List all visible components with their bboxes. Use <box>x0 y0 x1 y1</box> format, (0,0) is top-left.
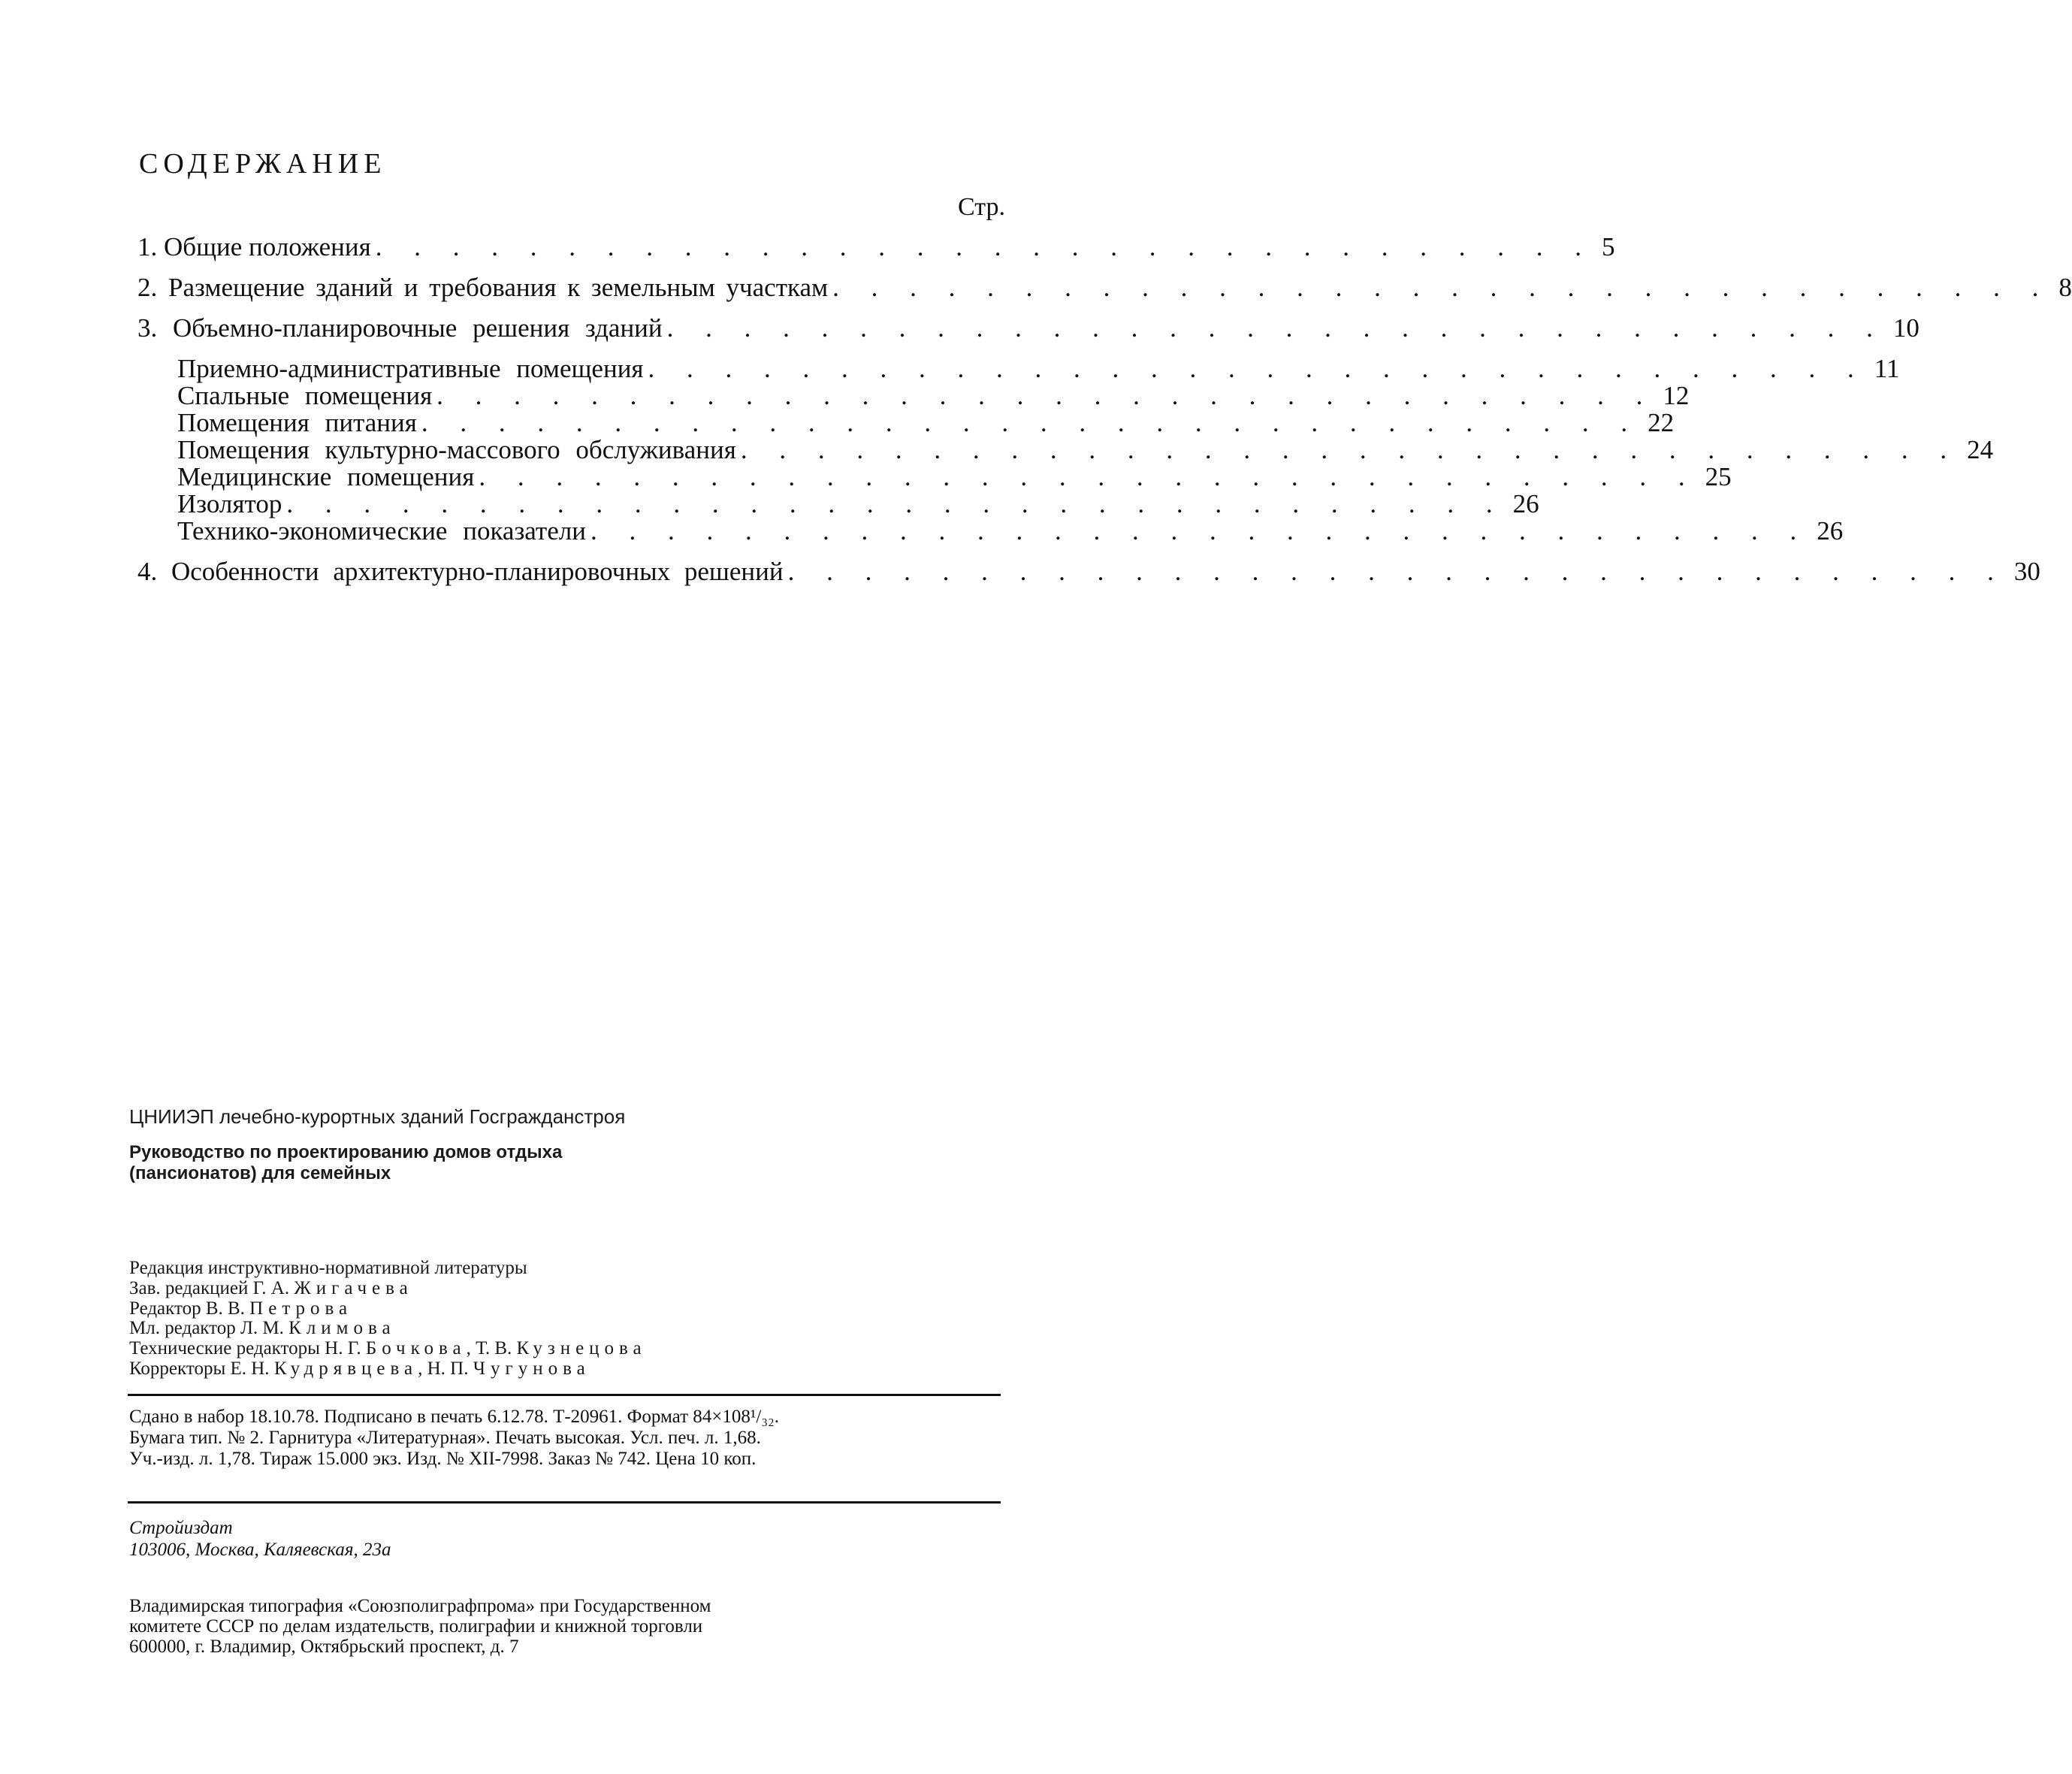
leader-dots: . . . . . . . . . . . . . . . . . . . . . . . . . . . . . . . . <box>421 408 1641 437</box>
book-title-line: Руководство по проектированию домов отдыха <box>129 1142 563 1162</box>
toc-entry-page: 26 <box>1817 516 1844 545</box>
leader-dots: . . . . . . . . . . . . . . . . . . . . . . . . . . . . . . . . <box>787 557 2007 586</box>
toc-entry-page: 10 <box>1892 313 1919 343</box>
credit-editor <box>129 1299 647 1319</box>
toc-title: СОДЕРЖАНИЕ <box>139 148 387 180</box>
credit-role: Корректоры Е. Н. <box>129 1358 270 1379</box>
credit-person: Жигачева <box>294 1277 413 1298</box>
leader-dots: . . . . . . . . . . . . . . . . . . . . . . . . . . . . . . . . <box>590 516 1810 545</box>
toc-entry-page: 25 <box>1705 462 1732 491</box>
toc-entry-label: 3. Объемно-планировочные решения зданий <box>137 313 663 343</box>
leader-dots: . . . . . . . . . . . . . . . . . . . . . . . . . . . . . . . . <box>740 435 1960 464</box>
credit-person: Кузнецова <box>516 1338 647 1358</box>
credit-role: Зав. редакцией Г. А. <box>129 1277 290 1298</box>
toc-subentry[interactable] <box>177 516 1844 545</box>
toc-entry-label: Технико-экономические показатели <box>177 516 586 545</box>
toc-entry-page: 8 <box>2058 273 2072 302</box>
book-title-line: (пансионатов) для семейных <box>129 1162 391 1183</box>
editorial-office: Редакция инструктивно-нормативной литературы <box>129 1258 527 1278</box>
publisher-address: 103006, Москва, Каляевская, 23а <box>129 1539 391 1560</box>
credit-person: Петрова <box>249 1298 353 1319</box>
toc-entry-page: 26 <box>1512 489 1539 518</box>
toc-entry-page: 24 <box>1967 435 1994 464</box>
organization: ЦНИИЭП лечебно-курортных зданий Госгражданстроя <box>129 1105 626 1128</box>
toc-entry-page: 5 <box>1601 232 1615 261</box>
leader-dots: . . . . . . . . . . . . . . . . . . . . . . . . . . . . . . . . <box>666 313 1886 343</box>
printer-line: Владимирская типография «Союзполиграфпрома» при Государственном <box>129 1596 711 1616</box>
credit-proofreaders <box>129 1359 647 1380</box>
credit-role: Мл. редактор Л. М. <box>129 1318 284 1339</box>
publisher <box>129 1518 391 1561</box>
toc-subentry[interactable] <box>177 354 1900 383</box>
publication-info <box>129 1407 779 1470</box>
publication-line: Бумага тип. № 2. Гарнитура «Литературная». Печать высокая. Усл. печ. л. 1,68. <box>129 1428 761 1448</box>
toc-subentry[interactable] <box>177 408 1675 437</box>
credit-head-editor <box>129 1279 647 1299</box>
toc-entry-label: Приемно-административные помещения <box>177 354 644 383</box>
credit-person: Чугунова <box>473 1358 590 1379</box>
toc-entry-label: Помещения питания <box>177 408 417 437</box>
leader-dots: . . . . . . . . . . . . . . . . . . . . . . . . . . . . . . . . <box>286 489 1506 518</box>
credit-role: Технические редакторы Н. Г. <box>129 1338 361 1358</box>
toc-entry[interactable] <box>137 557 2040 586</box>
leader-dots: . . . . . . . . . . . . . . . . . . . . . . . . . . . . . . . . <box>479 462 1698 491</box>
toc-entry-label: 4. Особенности архитектурно-планировочных решений <box>137 557 784 586</box>
toc-subentry[interactable] <box>177 381 1690 410</box>
publication-line: Уч.-изд. л. 1,78. Тираж 15.000 экз. Изд. № XII-7998. Заказ № 742. Цена 10 коп. <box>129 1449 757 1469</box>
credit-role: Редактор В. В. <box>129 1298 245 1319</box>
toc-entry[interactable] <box>137 232 1615 261</box>
leader-dots: . . . . . . . . . . . . . . . . . . . . . . . . . . . . . . . . <box>832 273 2052 302</box>
credit-person: Бочкова <box>365 1338 467 1358</box>
credit-tech-editors <box>129 1339 647 1359</box>
printer-line: 600000, г. Владимир, Октябрьский проспект, д. 7 <box>129 1636 519 1657</box>
publisher-name: Стройиздат <box>129 1518 233 1538</box>
credit-person: Кудрявцева <box>273 1358 418 1379</box>
toc-subentry[interactable] <box>177 435 1994 464</box>
credits-block <box>129 1259 647 1380</box>
credit-separator: , Н. П. <box>418 1358 469 1379</box>
toc-entry-label: Медицинские помещения <box>177 462 475 491</box>
credit-junior-editor <box>129 1319 647 1339</box>
toc-entry[interactable] <box>137 273 2072 302</box>
printer-line: комитете СССР по делам издательств, полиграфии и книжной торговли <box>129 1615 703 1636</box>
toc-entry-label: Спальные помещения <box>177 381 433 410</box>
toc-entry[interactable] <box>137 313 1919 343</box>
toc-entry-page: 22 <box>1648 408 1675 437</box>
toc-entry-label: 2. Размещение зданий и требования к земельным участкам <box>137 273 829 302</box>
toc-entry-label: Помещения культурно-массового обслуживания <box>177 435 736 464</box>
toc-entry-label: Изолятор <box>177 489 282 518</box>
divider <box>128 1501 1001 1504</box>
leader-dots: . . . . . . . . . . . . . . . . . . . . . . . . . . . . . . . . <box>648 354 1867 383</box>
toc-entry-page: 30 <box>2013 557 2040 586</box>
page-column-header: Стр. <box>957 193 1005 221</box>
toc-entry-page: 12 <box>1663 381 1690 410</box>
leader-dots: . . . . . . . . . . . . . . . . . . . . . . . . . . . . . . . . <box>375 232 1594 261</box>
book-title <box>129 1142 700 1183</box>
printer-info <box>129 1597 711 1657</box>
toc-subentry[interactable] <box>177 462 1732 491</box>
credit-separator: , Т. В. <box>466 1338 512 1358</box>
leader-dots: . . . . . . . . . . . . . . . . . . . . . . . . . . . . . . . . <box>436 381 1656 410</box>
toc-entry-page: 11 <box>1874 354 1900 383</box>
publication-line: Сдано в набор 18.10.78. Подписано в печать 6.12.78. Т-20961. Формат 84×108¹/₃₂. <box>129 1407 780 1427</box>
toc-entry-label: 1. Общие положения <box>137 232 371 261</box>
toc-subentry[interactable] <box>177 489 1539 518</box>
credit-person: Климова <box>288 1318 396 1339</box>
divider <box>128 1394 1001 1396</box>
